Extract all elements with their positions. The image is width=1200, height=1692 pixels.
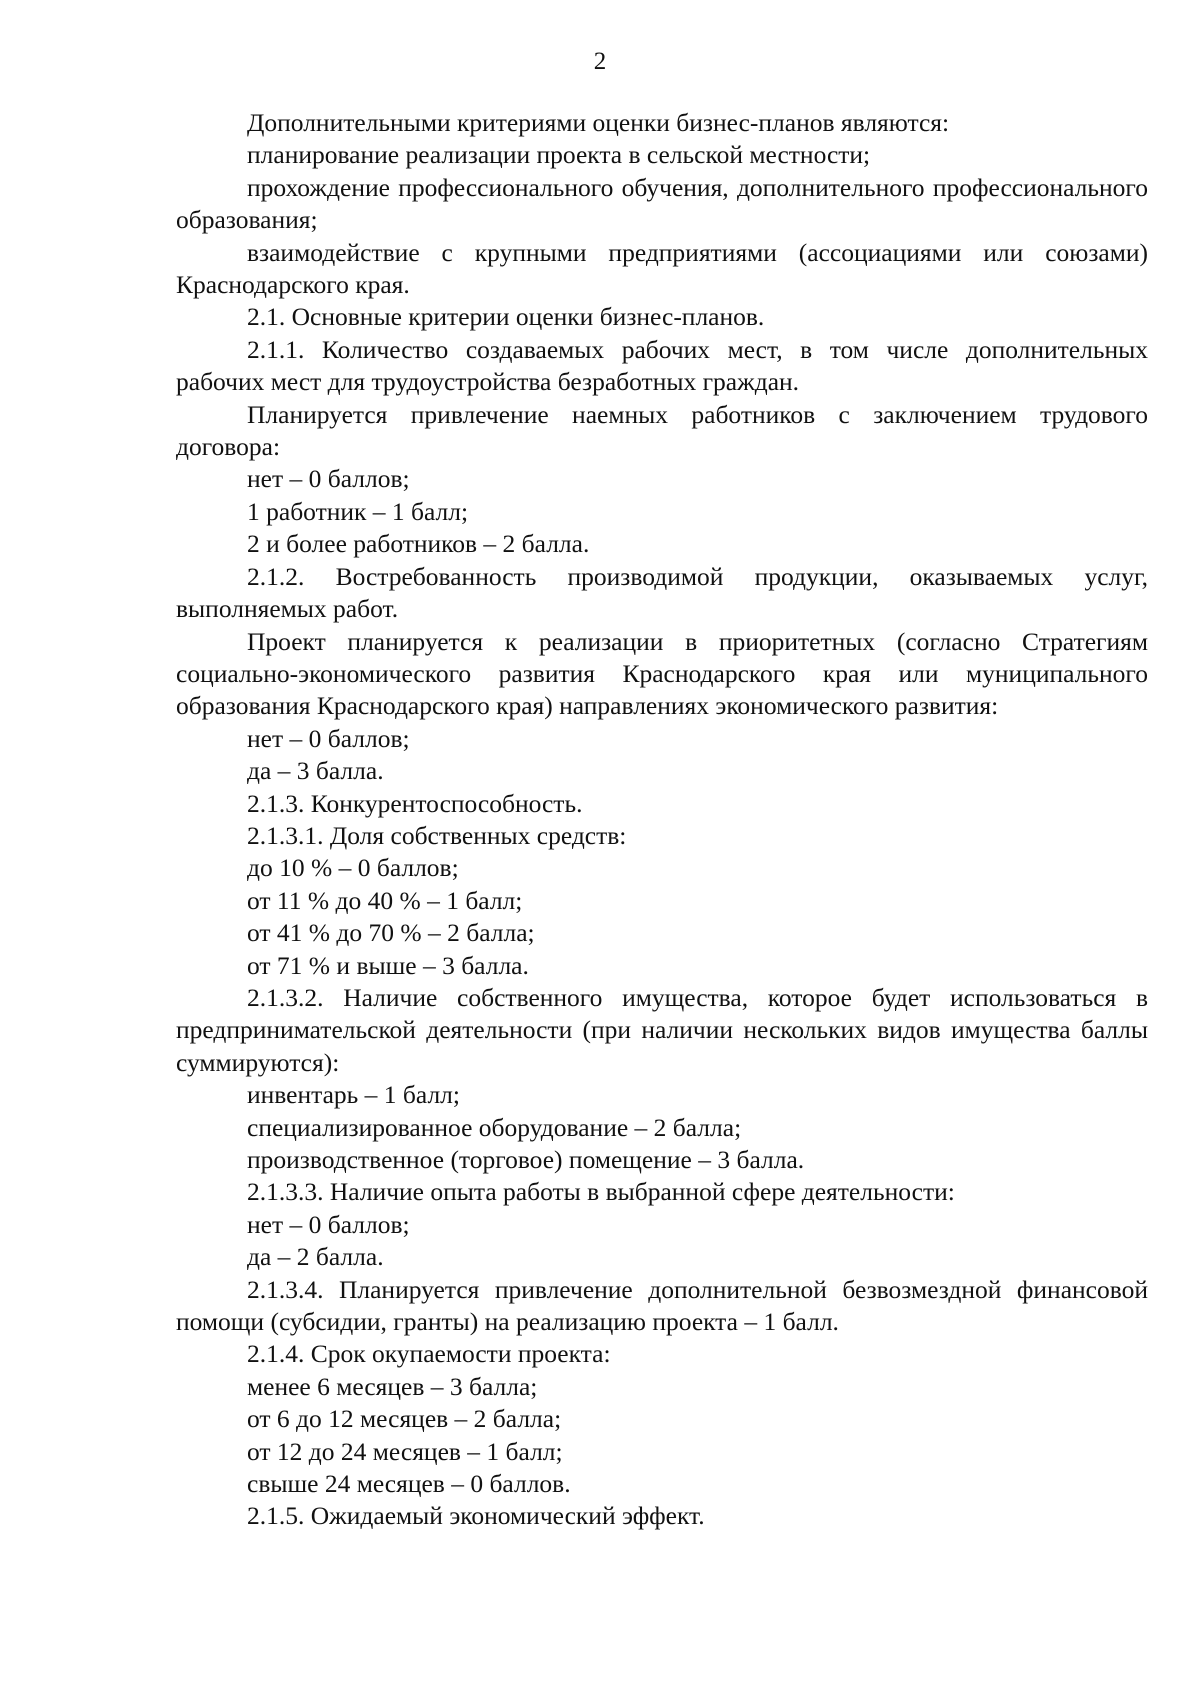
heading-2-1-3-3: 2.1.3.3. Наличие опыта работы в выбранной сфере деятельности:: [247, 1177, 955, 1207]
score-item: да – 2 балла.: [247, 1242, 384, 1272]
score-item: нет – 0 баллов;: [247, 1209, 410, 1239]
score-item: от 12 до 24 месяцев – 1 балл;: [247, 1436, 563, 1466]
heading-2-1-3-1: 2.1.3.1. Доля собственных средств:: [247, 820, 627, 850]
score-item: инвентарь – 1 балл;: [247, 1080, 460, 1110]
score-item: свыше 24 месяцев – 0 баллов.: [247, 1469, 571, 1499]
heading-2-1-3-2: 2.1.3.2. Наличие собственного имущества, которое будет использоваться в предпринимательской деятельности (при наличии нескольких видов имущества баллы суммируются):: [176, 982, 1148, 1077]
heading-2-1-5: 2.1.5. Ожидаемый экономический эффект.: [247, 1501, 705, 1531]
paragraph-hiring-plan: Планируется привлечение наемных работников с заключением трудового договора:: [176, 399, 1148, 462]
score-item: производственное (торговое) помещение – 3 балла.: [247, 1145, 805, 1174]
heading-2-1-2: 2.1.2. Востребованность производимой продукции, оказываемых услуг, выполняемых работ.: [176, 561, 1148, 624]
paragraph-professional-training: прохождение профессионального обучения, дополнительного профессионального образования;: [176, 172, 1148, 235]
score-item: специализированное оборудование – 2 балла;: [247, 1112, 742, 1142]
score-item: 2 и более работников – 2 балла.: [247, 529, 590, 559]
heading-2-1-4: 2.1.4. Срок окупаемости проекта:: [247, 1339, 611, 1369]
score-item: 1 работник – 1 балл;: [247, 496, 469, 526]
score-item: от 41 % до 70 % – 2 балла;: [247, 918, 535, 948]
score-item: нет – 0 баллов;: [247, 464, 410, 494]
score-item: менее 6 месяцев – 3 балла;: [247, 1371, 538, 1401]
document-body: [176, 107, 1148, 1533]
score-item: до 10 % – 0 баллов;: [247, 853, 459, 883]
paragraph-large-enterprise-cooperation: взаимодействие с крупными предприятиями (ассоциациями или союзами) Краснодарского края.: [176, 237, 1148, 300]
heading-2-1-3-4: 2.1.3.4. Планируется привлечение дополнительной безвозмездной финансовой помощи (субсидии, гранты) на реализацию проекта – 1 балл.: [176, 1274, 1148, 1337]
paragraph-priority-directions: Проект планируется к реализации в приоритетных (согласно Стратегиям социально-экономического развития Краснодарского края или муниципального образования Краснодарского края) направлениях экономического развития:: [176, 626, 1148, 721]
heading-2-1-1: 2.1.1. Количество создаваемых рабочих мест, в том числе дополнительных рабочих мест для трудоустройства безработных граждан.: [176, 334, 1148, 397]
score-item: от 11 % до 40 % – 1 балл;: [247, 885, 523, 915]
page-number: 2: [593, 48, 607, 75]
paragraph-additional-criteria-intro: Дополнительными критериями оценки бизнес-планов являются:: [247, 108, 950, 137]
score-item: да – 3 балла.: [247, 756, 384, 786]
score-item: от 71 % и выше – 3 балла.: [247, 950, 529, 980]
paragraph-rural-implementation: планирование реализации проекта в сельской местности;: [247, 140, 871, 170]
score-item: от 6 до 12 месяцев – 2 балла;: [247, 1404, 562, 1434]
heading-2-1: 2.1. Основные критерии оценки бизнес-планов.: [247, 302, 765, 332]
score-item: нет – 0 баллов;: [247, 723, 410, 753]
heading-2-1-3: 2.1.3. Конкурентоспособность.: [247, 788, 583, 818]
